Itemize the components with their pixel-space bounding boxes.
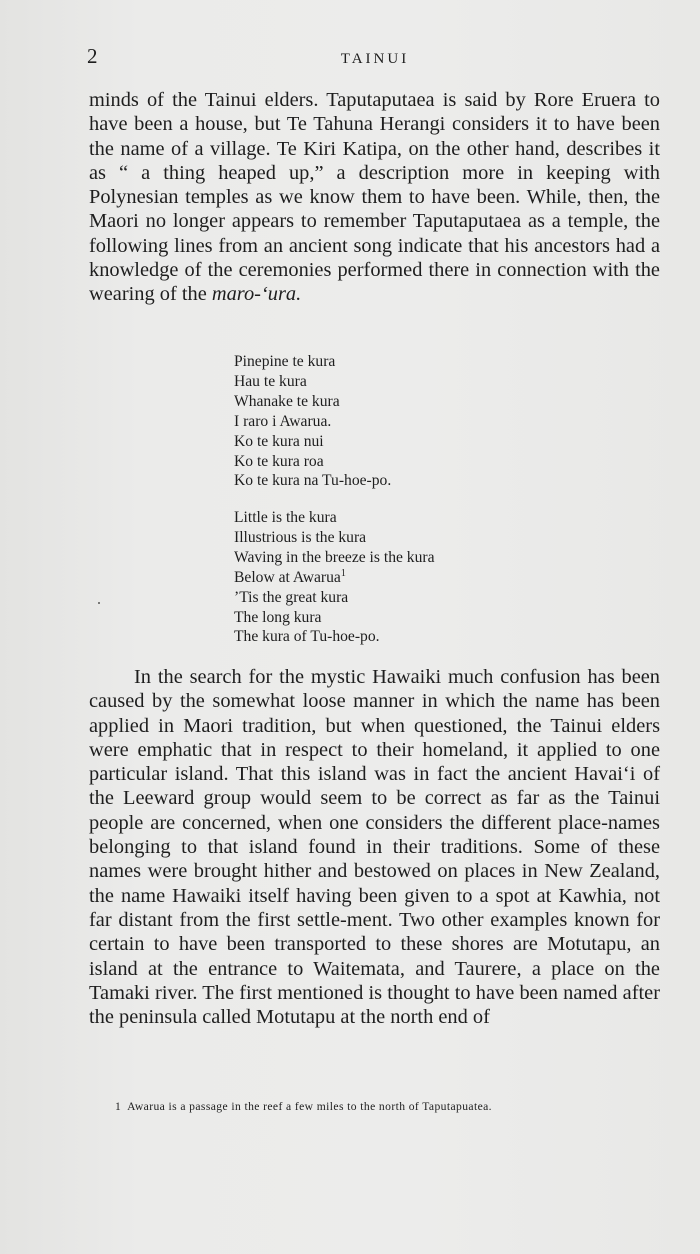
page-number: 2 — [87, 44, 98, 68]
verse-line: Whanake te kura — [234, 392, 340, 410]
paragraph-1 — [89, 88, 660, 307]
verse-line: Ko te kura roa — [234, 452, 324, 470]
verse-line: Ko te kura nui — [234, 432, 324, 450]
running-head: TAINUI — [340, 51, 410, 67]
footnote-marker: 1 — [115, 1100, 122, 1113]
verse-english — [234, 508, 435, 647]
verse-line: ’Tis the great kura — [234, 588, 349, 606]
paragraph-1-italic-term: maro-‘ura. — [211, 283, 302, 306]
verse-line-text: Below at Awarua — [234, 568, 341, 586]
verse-line: Ko te kura na Tu-hoe-po. — [234, 472, 392, 490]
verse-line: Waving in the breeze is the kura — [234, 548, 435, 566]
verse-line: Pinepine te kura — [234, 353, 336, 370]
footnote-reference: 1 — [340, 567, 346, 579]
verse-line: I raro i Awarua. — [234, 412, 332, 430]
verse-line-footnoted — [234, 568, 435, 588]
verse-line: Hau te kura — [234, 372, 307, 390]
paragraph-2: In the search for the mystic Hawaiki much confusion has been caused by the somewhat loose manner in which the name has been applied in Maori tradition, but when questioned, the Tainui elders were emphatic that in respect to their homeland, it applied to one particular island. That this island was in fact the ancient Havai‘i of the Leeward group would seem to be correct as far as the Tainui people are concerned, when one considers the different place-names belonging to that island found in their traditions. Some of these names were brought hither and bestowed on places in New Zealand, the name Hawaiki itself having been given to a spot at Kawhia, not far distant from the first settle-ment. Two other examples known for certain to have been transported to these shores are Motutapu, an island at the entrance to Waitemata, and Taurere, a place on the Tamaki river. The first mentioned is thought to have been named after the peninsula called Motutapu at the north end of — [89, 666, 660, 1029]
footnote — [115, 1100, 492, 1113]
stray-dot — [98, 602, 100, 604]
verse-line: Illustrious is the kura — [234, 528, 367, 546]
verse-line: Little is the kura — [234, 509, 337, 526]
verse-line: The long kura — [234, 608, 322, 626]
paragraph-1-text: minds of the Tainui elders. Taputaputaea is said by Rore Eruera to have been a house, but Te Tahuna Herangi considers it to have been the name of a village. Te Kiri Katipa, on the other hand, describes it as “ a thing heaped up,” a description more in keeping with Polynesian temples as we know them to have been. While, then, the Maori no longer appears to remember Taputaputaea as a temple, the following lines from an ancient song indicate that his ancestors had a knowledge of the ceremonies performed there in connection with the wearing of the — [89, 89, 660, 306]
verse-maori — [234, 352, 391, 491]
footnote-text: Awarua is a passage in the reef a few miles to the north of Taputapuatea. — [127, 1100, 492, 1113]
verse-line: The kura of Tu-hoe-po. — [234, 628, 380, 646]
